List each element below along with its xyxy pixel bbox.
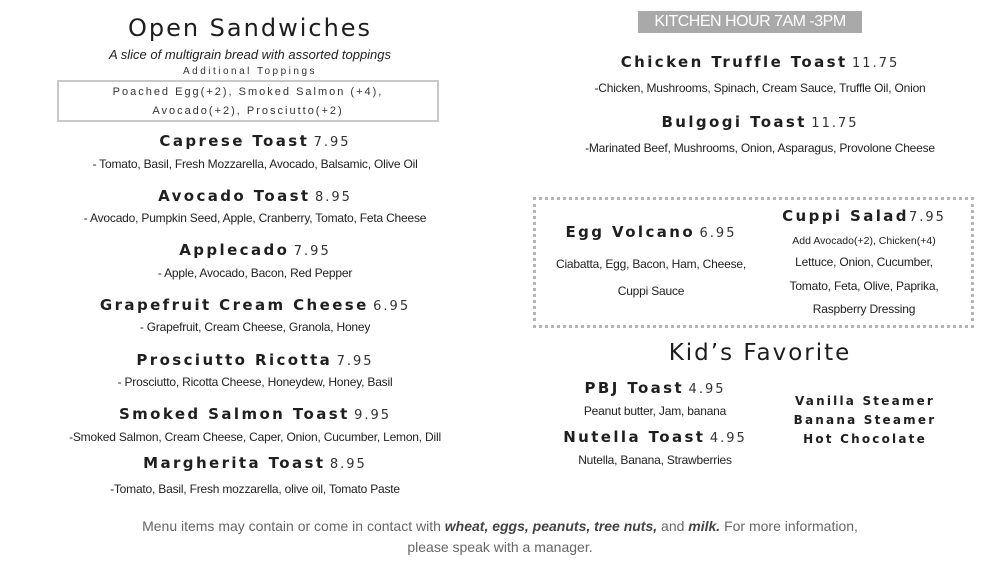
item-price: 6.95 <box>699 226 737 241</box>
menu-item-smoked-salmon-toast <box>0 405 510 424</box>
item-name: Caprese Toast <box>159 132 310 150</box>
item-name: Prosciutto Ricotta <box>136 351 333 369</box>
item-name: Margherita Toast <box>143 454 326 472</box>
item-price: 11.75 <box>852 56 900 71</box>
open-sandwiches-tagline: A slice of multigrain bread with assorted toppings <box>108 47 392 62</box>
item-price: 4.95 <box>688 382 726 397</box>
open-sandwiches-title: Open Sandwiches <box>127 14 373 42</box>
disclaimer-and: and <box>657 518 689 534</box>
item-name: Cuppi Salad <box>782 207 909 225</box>
menu-item-bulgogi-toast <box>545 113 975 132</box>
toppings-line-1: Poached Egg(+2), Smoked Salmon (+4), <box>112 86 384 98</box>
item-description: - Tomato, Basil, Fresh Mozzarella, Avocado, Balsamic, Olive Oil <box>92 157 418 171</box>
item-price: 7.95 <box>336 354 374 369</box>
item-name: Smoked Salmon Toast <box>118 405 350 423</box>
item-description: Peanut butter, Jam, banana <box>583 404 727 418</box>
item-description: - Avocado, Pumpkin Seed, Apple, Cranberry, Tomato, Feta Cheese <box>83 211 427 225</box>
item-price: 8.95 <box>329 457 367 472</box>
item-price: 8.95 <box>314 190 352 205</box>
drink-banana-steamer: Banana Steamer <box>793 413 937 427</box>
item-description-line-3: Raspberry Dressing <box>812 302 916 316</box>
menu-item-applecado <box>0 241 510 260</box>
item-name: Applecado <box>179 241 290 259</box>
kids-favorite-title: Kid’s Favorite <box>668 340 852 366</box>
item-name: Avocado Toast <box>158 187 311 205</box>
menu-item-caprese-toast <box>0 132 510 151</box>
item-name: Grapefruit Cream Cheese <box>99 296 369 314</box>
item-price: 11.75 <box>811 116 859 131</box>
menu-item-egg-volcano <box>536 223 766 242</box>
item-name: PBJ Toast <box>584 379 685 397</box>
menu-item-cuppi-salad <box>764 207 964 226</box>
drink-vanilla-steamer: Vanilla Steamer <box>794 394 936 408</box>
item-name: Bulgogi Toast <box>661 113 807 131</box>
item-price: 7.95 <box>908 210 946 225</box>
item-description: - Apple, Avocado, Bacon, Red Pepper <box>157 266 353 280</box>
item-price: 9.95 <box>354 408 392 423</box>
item-description: - Prosciutto, Ricotta Cheese, Honeydew, Honey, Basil <box>117 375 393 389</box>
disclaimer-milk: milk. <box>688 518 721 534</box>
cuppi-salad-addons: Add Avocado(+2), Chicken(+4) <box>792 235 936 247</box>
item-description-line-2: Cuppi Sauce <box>617 284 685 298</box>
item-description: - Grapefruit, Cream Cheese, Granola, Honey <box>139 320 371 334</box>
item-description: -Tomato, Basil, Fresh mozzarella, olive oil, Tomato Paste <box>110 482 400 496</box>
item-description: -Smoked Salmon, Cream Cheese, Caper, Onion, Cucumber, Lemon, Dill <box>69 430 441 444</box>
item-description-line-2: Tomato, Feta, Olive, Paprika, <box>789 279 939 293</box>
disclaimer-allergens: wheat, eggs, peanuts, tree nuts, <box>444 518 658 534</box>
item-description: -Marinated Beef, Mushrooms, Onion, Asparagus, Provolone Cheese <box>585 141 935 155</box>
item-price: 7.95 <box>313 135 351 150</box>
item-description-line-1: Lettuce, Onion, Cucumber, <box>795 255 933 269</box>
additional-toppings-box <box>57 80 439 122</box>
item-price: 7.95 <box>293 244 331 259</box>
menu-item-pbj-toast <box>540 379 770 398</box>
menu-item-margherita-toast <box>0 454 510 473</box>
menu-item-chicken-truffle-toast <box>545 53 975 72</box>
menu-item-nutella-toast <box>540 428 770 447</box>
disclaimer-prefix: Menu items may contain or come in contact with <box>142 518 445 534</box>
disclaimer-suffix: For more information, please speak with a manager. <box>407 518 858 555</box>
item-description: -Chicken, Mushrooms, Spinach, Cream Sauce, Truffle Oil, Onion <box>594 81 926 95</box>
item-description-line-1: Ciabatta, Egg, Bacon, Ham, Cheese, <box>556 257 746 271</box>
menu-item-grapefruit-cream-cheese <box>0 296 510 315</box>
drink-hot-chocolate: Hot Chocolate <box>803 432 927 446</box>
item-name: Egg Volcano <box>565 223 696 241</box>
menu-item-avocado-toast <box>0 187 510 206</box>
menu-item-prosciutto-ricotta <box>0 351 510 370</box>
item-name: Chicken Truffle Toast <box>620 53 848 71</box>
item-description: Nutella, Banana, Strawberries <box>578 453 732 467</box>
item-name: Nutella Toast <box>563 428 706 446</box>
additional-toppings-label: Additional Toppings <box>182 66 318 77</box>
item-price: 4.95 <box>709 431 747 446</box>
kitchen-hours-banner: KITCHEN HOUR 7AM -3PM <box>638 11 862 33</box>
allergen-disclaimer <box>140 516 860 558</box>
toppings-line-2: Avocado(+2), Prosciutto(+2) <box>152 105 344 117</box>
item-price: 6.95 <box>373 299 411 314</box>
